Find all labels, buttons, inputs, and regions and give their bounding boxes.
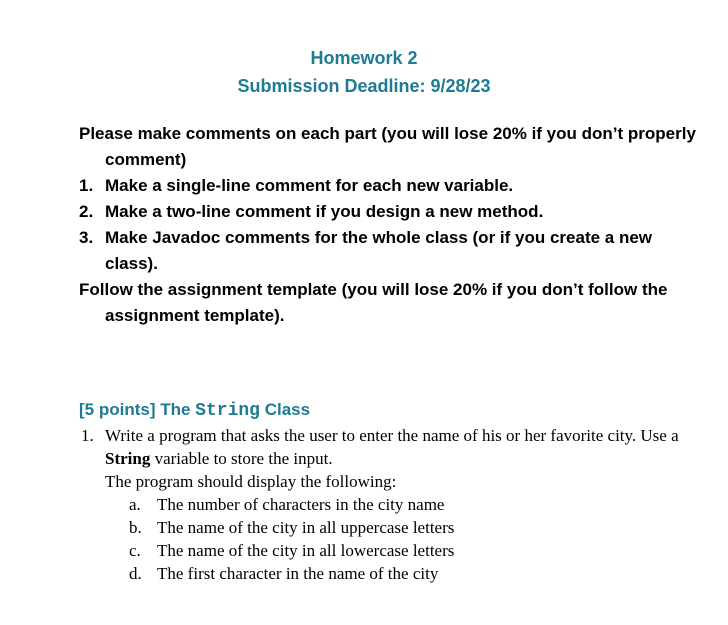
subitem (129, 493, 701, 516)
subitem-text: The name of the city in all uppercase letters (157, 518, 455, 537)
subitem-list (105, 493, 701, 585)
subitem (129, 562, 701, 585)
subitem-letter: c. (129, 541, 141, 560)
document-header (0, 44, 728, 100)
instruction-text: Make Javadoc comments for the whole class (or if you create a new class). (105, 228, 653, 273)
instruction-text: Make a two-line comment if you design a new method. (105, 202, 544, 221)
subitem (129, 516, 701, 539)
problem-keyword: String (105, 449, 151, 468)
problem-list (81, 424, 701, 585)
section-heading (79, 397, 310, 424)
subitem-letter: a. (129, 495, 141, 514)
instruction-item (79, 173, 699, 199)
subitem-letter: b. (129, 518, 142, 537)
subitem (129, 539, 701, 562)
subitem-text: The first character in the name of the city (157, 564, 439, 583)
instruction-number: 2. (79, 202, 94, 221)
problem-text: Write a program that asks the user to enter the name of his or her favorite city. Use a (105, 426, 679, 445)
instruction-text: Make a single-line comment for each new variable. (105, 176, 514, 195)
problem-text: variable to store the input. (150, 449, 333, 468)
instructions-intro: Please make comments on each part (you will lose 20% if you don’t properly comment) (79, 124, 696, 169)
template-note: Follow the assignment template (you will lose 20% if you don’t follow the assignment template). (79, 280, 668, 325)
instruction-number: 1. (79, 176, 94, 195)
problem-description (105, 424, 701, 470)
comment-instructions (79, 121, 699, 329)
document-title: Homework 2 (310, 48, 418, 68)
section-heading-code: String (195, 401, 260, 421)
subitem-letter: d. (129, 564, 142, 583)
problem-body (105, 424, 701, 585)
problem-display-intro: The program should display the following: (105, 472, 397, 491)
instruction-number: 3. (79, 228, 94, 247)
instruction-item (79, 225, 699, 277)
subitem-text: The name of the city in all lowercase letters (157, 541, 455, 560)
section-heading-prefix: [5 points] The (79, 400, 196, 419)
problem-number: 1. (81, 426, 94, 445)
section-heading-suffix: Class (259, 400, 311, 419)
subitem-text: The number of characters in the city name (157, 495, 445, 514)
instruction-item (79, 199, 699, 225)
problem-item (81, 424, 701, 585)
submission-deadline: Submission Deadline: 9/28/23 (237, 76, 491, 96)
